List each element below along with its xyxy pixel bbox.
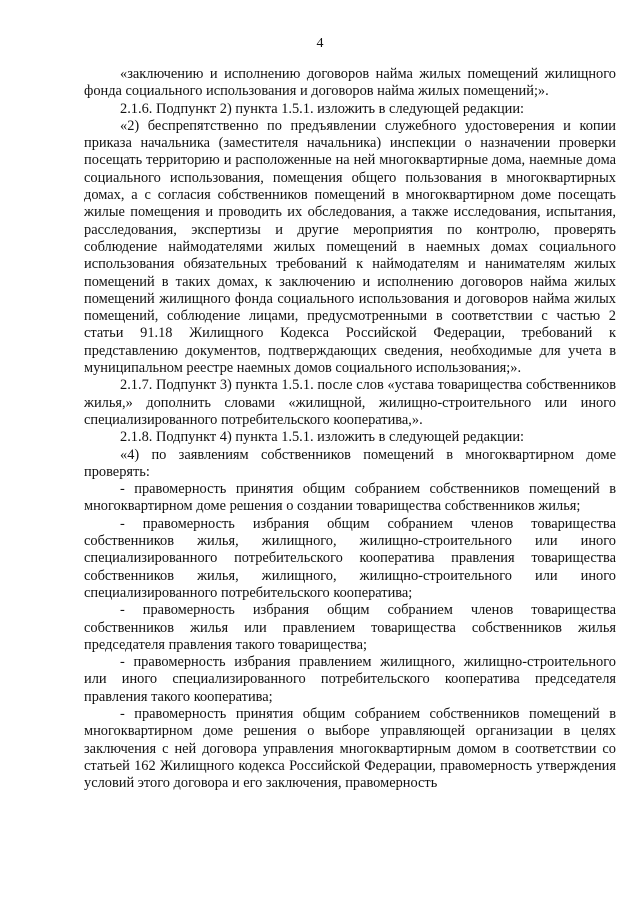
list-item-4: - правомерность избрания правлением жилищного, жилищно-строительного или иного специализированного потребительского кооператива председателя правления такого кооператива; xyxy=(84,654,616,705)
paragraph-2-1-8-intro: «4) по заявлениям собственников помещений в многоквартирном доме проверять: xyxy=(84,446,616,480)
list-item-5: - правомерность принятия общим собранием собственников помещений в многоквартирном доме решения о выборе управляющей организации в целях заключения с ней договора управления многоквартирным домом в соответствии со статьей 162 Жилищного кодекса Российской Федерации, правомерность утверждения условий этого договора и его заключения, правомерность xyxy=(84,705,616,792)
page-number: 4 xyxy=(316,36,324,51)
paragraph-closing-quote: «заключению и исполнению договоров найма жилых помещений жилищного фонда социального использования и договоров найма жилых помещений;». xyxy=(84,66,616,100)
list-item-2: - правомерность избрания общим собранием членов товарищества собственников жилья, жилищного, жилищно-строительного или иного специализированного потребительского кооператива правления товарищества собственников жилья, жилищного, жилищно-строительного или иного специализированного потребительского кооператива; xyxy=(84,515,616,601)
paragraph-2-1-8-heading: 2.1.8. Подпункт 4) пункта 1.5.1. изложить в следующей редакции: xyxy=(120,429,525,446)
paragraph-2-1-7: 2.1.7. Подпункт 3) пункта 1.5.1. после слов «устава товарищества собственников жилья,» дополнить словами «жилищной, жилищно-строительного или иного специализированного потребительского кооператива,». xyxy=(84,377,616,428)
list-item-3: - правомерность избрания общим собранием членов товарищества собственников жилья или правлением товарищества собственников жилья председателя правления такого товарищества; xyxy=(84,602,616,653)
document-body xyxy=(84,66,616,792)
list-item-1: - правомерность принятия общим собранием собственников помещений в многоквартирном доме решения о создании товарищества собственников жилья; xyxy=(84,481,616,515)
paragraph-2-1-6-heading: 2.1.6. Подпункт 2) пункта 1.5.1. изложить в следующей редакции: xyxy=(120,100,525,117)
paragraph-2-1-6-text: «2) беспрепятственно по предъявлении служебного удостоверения и копии приказа начальника (заместителя начальника) инспекции о назначении проверки посещать территорию и расположенные на ней многоквартирные дома, наемные дома социального использования, помещения общего пользования в многоквартирных домах, а с согласия собственников помещений в многоквартирном доме посещать жилые помещения и проводить их обследования, а также исследования, испытания, расследования, экспертизы и другие мероприятия по контролю, проверять соблюдение наймодателями жилых помещений в наемных домах социального использования обязательных требований к наймодателям и нанимателям жилых помещений в таких домах, к заключению и исполнению договоров найма жилых помещений жилищного фонда социального использования и договоров найма жилых помещений, соблюдение лицами, предусмотренными в соответствии с частью 2 статьи 91.18 Жилищного Кодекса Российской Федерации, требований к представлению документов, подтверждающих сведения, необходимые для учета в муниципальном реестре наемных домов социального использования;». xyxy=(84,117,616,377)
